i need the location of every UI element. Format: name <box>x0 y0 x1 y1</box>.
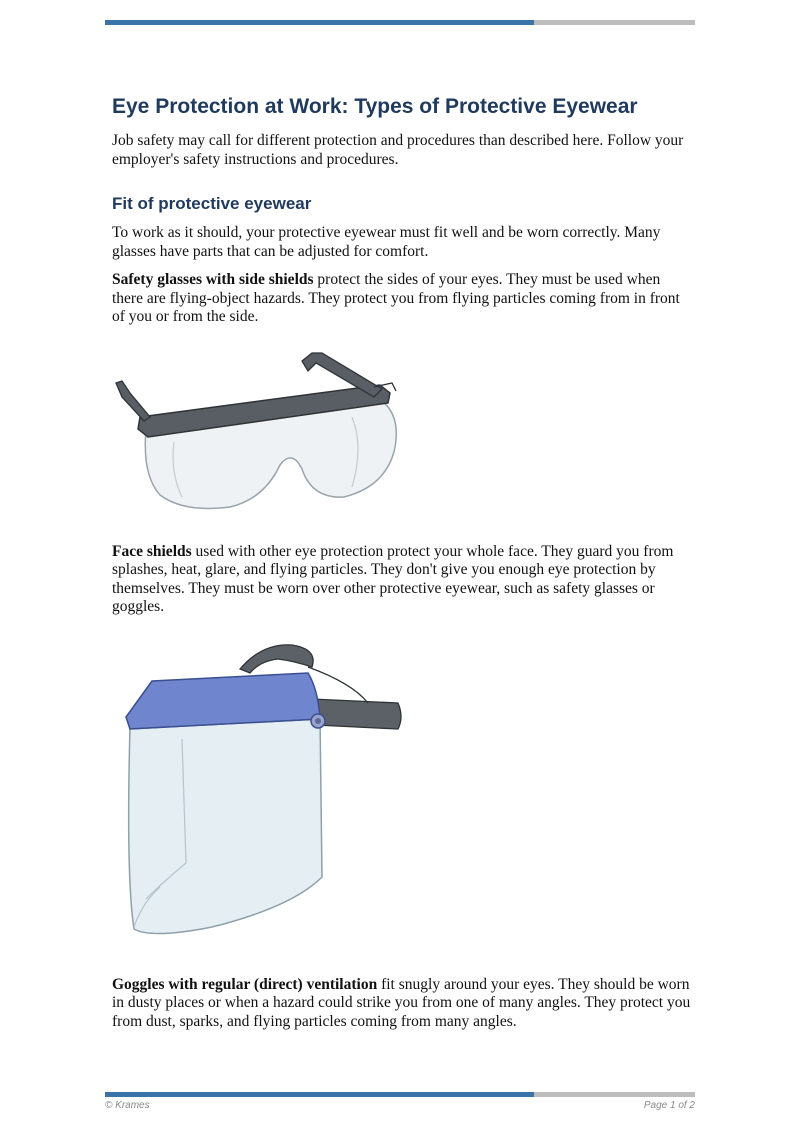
intro-paragraph: Job safety may call for different protection and procedures than described here. Follow your employer's safety instructions and procedures. <box>112 132 684 168</box>
rule-blue-segment <box>105 20 534 25</box>
safety-glasses-term: Safety glasses with side shields <box>112 271 314 288</box>
face-shield-illustration <box>112 637 412 942</box>
face-shields-paragraph <box>112 543 692 617</box>
top-rule <box>105 20 695 25</box>
footer-copyright: © Krames <box>105 1100 150 1111</box>
goggles-text: fit snugly around your eyes. They should be worn in dusty places or when a hazard could strike you from one of many angles. They protect you from dust, sparks, and flying particles coming from many angles. <box>112 975 691 1030</box>
goggles-paragraph <box>112 976 692 1032</box>
safety-glasses-text: protect the sides of your eyes. They must be used when there are flying-object hazards. They protect you from flying particles coming from in front of you or from the side. <box>112 271 680 325</box>
rule-blue-segment <box>105 1092 534 1097</box>
safety-glasses-illustration <box>112 347 412 517</box>
document-body <box>112 94 692 1031</box>
fit-paragraph: To work as it should, your protective eyewear must fit well and be worn correctly. Many glasses have parts that can be adjusted for comfort. <box>112 224 661 260</box>
rule-grey-segment <box>534 1092 695 1097</box>
page-title: Eye Protection at Work: Types of Protective Eyewear <box>112 95 638 118</box>
section-heading: Fit of protective eyewear <box>112 194 312 213</box>
face-shields-text: used with other eye protection protect your whole face. They guard you from splashes, heat, glare, and flying particles. They don't give you enough eye protection by themselves. They must be worn over other protective eyewear, such as safety glasses or goggles. <box>112 542 674 615</box>
goggles-term: Goggles with regular (direct) ventilation <box>112 975 378 993</box>
face-shields-term: Face shields <box>112 542 192 560</box>
bottom-rule <box>105 1092 695 1097</box>
footer-page-number: Page 1 of 2 <box>643 1100 695 1111</box>
safety-glasses-paragraph <box>112 271 692 327</box>
rule-grey-segment <box>534 20 695 25</box>
